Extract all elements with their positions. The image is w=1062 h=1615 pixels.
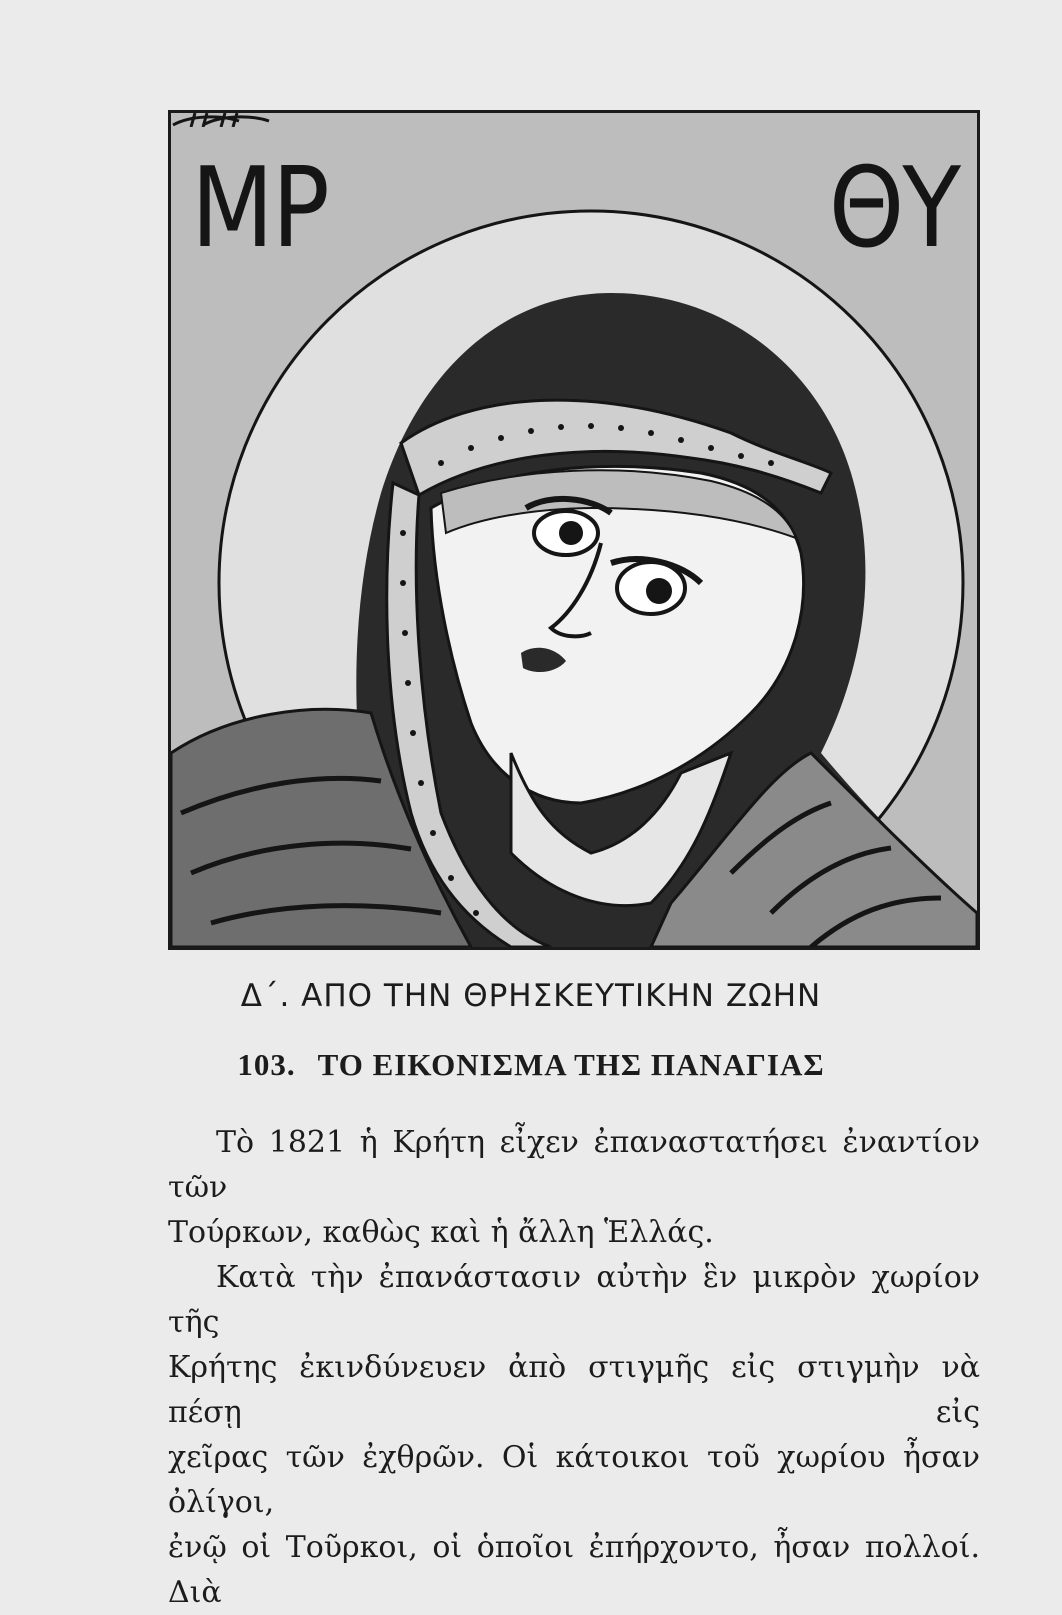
text-line: ἐνῷ οἱ Τοῦρκοι, οἱ ὁποῖοι ἐπήρχοντο, ἦσαν πολλοί. Διὰ [168, 1530, 980, 1610]
text-line: Κατὰ τὴν ἐπανάστασιν αὐτὴν ἓν μικρὸν χωρίον τῆς [168, 1260, 980, 1340]
monogram-right: ΘΥ [828, 143, 959, 273]
chapter-heading [0, 1047, 1062, 1083]
body-text [168, 1120, 980, 1615]
section-caption: Δ΄. ΑΠΟ ΤΗΝ ΘΡΗΣΚΕΥΤΙΚΗΝ ΖΩΗΝ [240, 978, 822, 1014]
icon-illustration [168, 110, 980, 950]
text-line: Τούρκων, καθὼς καὶ ἡ ἄλλη Ἑλλάς. [168, 1215, 714, 1250]
chapter-number: 103. [237, 1047, 296, 1082]
abbreviation-mark-right-icon [171, 113, 241, 127]
text-line: χεῖρας τῶν ἐχθρῶν. Οἱ κάτοικοι τοῦ χωρίου ἦσαν ὀλίγοι, [168, 1440, 980, 1520]
monogram-left: ΜΡ [191, 143, 328, 273]
chapter-title: ΤΟ ΕΙΚΟΝΙΣΜΑ ΤΗΣ ΠΑΝΑΓΙΑΣ [317, 1047, 825, 1082]
text-line: Τὸ 1821 ἡ Κρήτη εἶχεν ἐπαναστατήσει ἐναντίον τῶν [168, 1125, 980, 1205]
text-line: Κρήτης ἐκινδύνευεν ἀπὸ στιγμῆς εἰς στιγμὴν νὰ πέσῃ εἰς [168, 1350, 980, 1430]
